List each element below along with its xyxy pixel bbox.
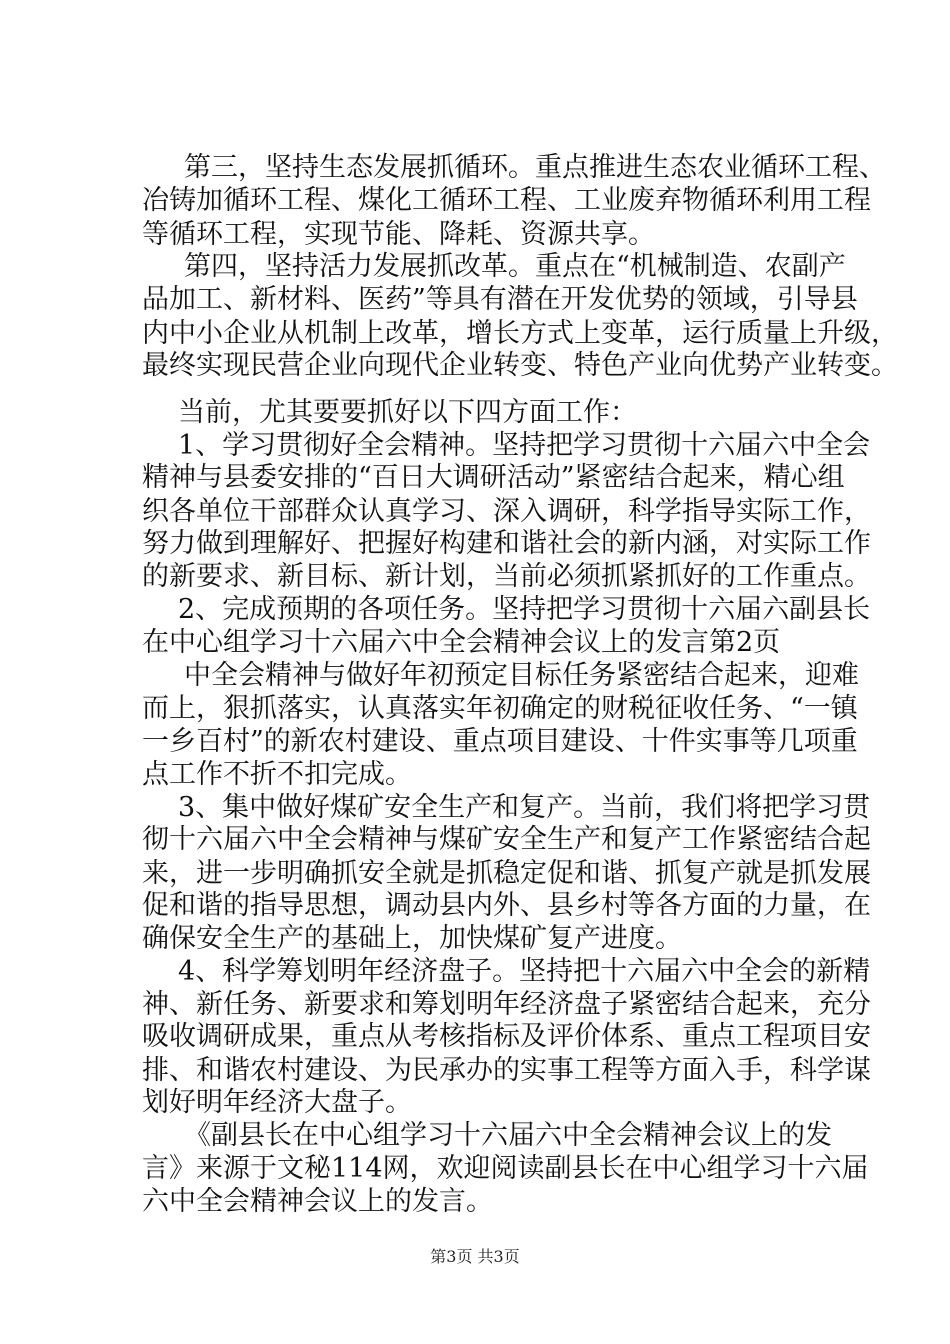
paragraph-4-line-1: 第四，坚持活力发展抓改革。重点在“机械制造、农副产 bbox=[184, 251, 846, 282]
item-4-line-1: 4、科学筹划明年经济盘子。坚持把十六届六中全会的新精 bbox=[178, 956, 871, 987]
paragraph-4-line-2: 品加工、新材料、医药”等具有潜在开发优势的领域，引导县 bbox=[142, 284, 858, 315]
paragraph-3-line-3: 等循环工程，实现节能、降耗、资源共享。 bbox=[142, 219, 655, 250]
item-2-line-6: 点工作不折不扣完成。 bbox=[142, 759, 412, 790]
intro-line: 当前，尤其要要抓好以下四方面工作： bbox=[178, 397, 637, 428]
paragraph-3-line-1: 第三，坚持生态发展抓循环。重点推进生态农业循环工程、 bbox=[184, 152, 886, 183]
page-footer: 第3页 共3页 bbox=[430, 1247, 520, 1266]
paragraph-4-line-4: 最终实现民营企业向现代企业转变、特色产业向优势产业转变。 bbox=[142, 350, 898, 381]
item-2-line-4: 而上，狠抓落实，认真落实年初确定的财税征收任务、“一镇 bbox=[142, 693, 858, 724]
item-1-line-5: 的新要求、新目标、新计划，当前必须抓紧抓好的工作重点。 bbox=[142, 561, 871, 592]
item-1-line-2: 精神与县委安排的“百日大调研活动”紧密结合起来，精心组 bbox=[142, 462, 845, 493]
item-1-line-3: 织各单位干部群众认真学习、深入调研，科学指导实际工作， bbox=[142, 496, 871, 527]
item-2-line-3: 中全会精神与做好年初预定目标任务紧密结合起来，迎难 bbox=[184, 660, 859, 691]
source-line-1: 《副县长在中心组学习十六届六中全会精神会议上的发 bbox=[184, 1120, 832, 1151]
paragraph-4-line-3: 内中小企业从机制上改革，增长方式上变革，运行质量上升级， bbox=[142, 318, 898, 349]
paragraph-3-line-2: 冶铸加循环工程、煤化工循环工程、工业废弃物循环利用工程 bbox=[142, 185, 871, 216]
item-1-line-4: 努力做到理解好、把握好构建和谐社会的新内涵，对实际工作 bbox=[142, 528, 871, 559]
item-2-line-2: 在中心组学习十六届六中全会精神会议上的发言第2页 bbox=[142, 627, 781, 658]
item-4-line-5: 划好明年经济大盘子。 bbox=[142, 1087, 412, 1118]
item-2-line-1: 2、完成预期的各项任务。坚持把学习贯彻十六届六副县长 bbox=[178, 594, 871, 625]
item-3-line-2: 彻十六届六中全会精神与煤矿安全生产和复产工作紧密结合起 bbox=[142, 824, 871, 855]
item-3-line-1: 3、集中做好煤矿安全生产和复产。当前，我们将把学习贯 bbox=[178, 792, 871, 823]
source-line-3: 六中全会精神会议上的发言。 bbox=[142, 1186, 493, 1217]
item-3-line-4: 促和谐的指导思想，调动县内外、县乡村等各方面的力量，在 bbox=[142, 890, 871, 921]
item-4-line-4: 排、和谐农村建设、为民承办的实事工程等方面入手，科学谋 bbox=[142, 1055, 871, 1086]
item-3-line-5: 确保安全生产的基础上，加快煤矿复产进度。 bbox=[142, 923, 682, 954]
item-1-line-1: 1、学习贯彻好全会精神。坚持把学习贯彻十六届六中全会 bbox=[178, 430, 871, 461]
item-4-line-2: 神、新任务、新要求和筹划明年经济盘子紧密结合起来，充分 bbox=[142, 989, 871, 1020]
source-line-2: 言》来源于文秘114网，欢迎阅读副县长在中心组学习十六届 bbox=[142, 1153, 869, 1184]
item-2-line-5: 一乡百村”的新农村建设、重点项目建设、十件实事等几项重 bbox=[142, 726, 858, 757]
item-3-line-3: 来，进一步明确抓安全就是抓稳定促和谐、抓复产就是抓发展 bbox=[142, 858, 871, 889]
item-4-line-3: 吸收调研成果，重点从考核指标及评价体系、重点工程项目安 bbox=[142, 1021, 871, 1052]
